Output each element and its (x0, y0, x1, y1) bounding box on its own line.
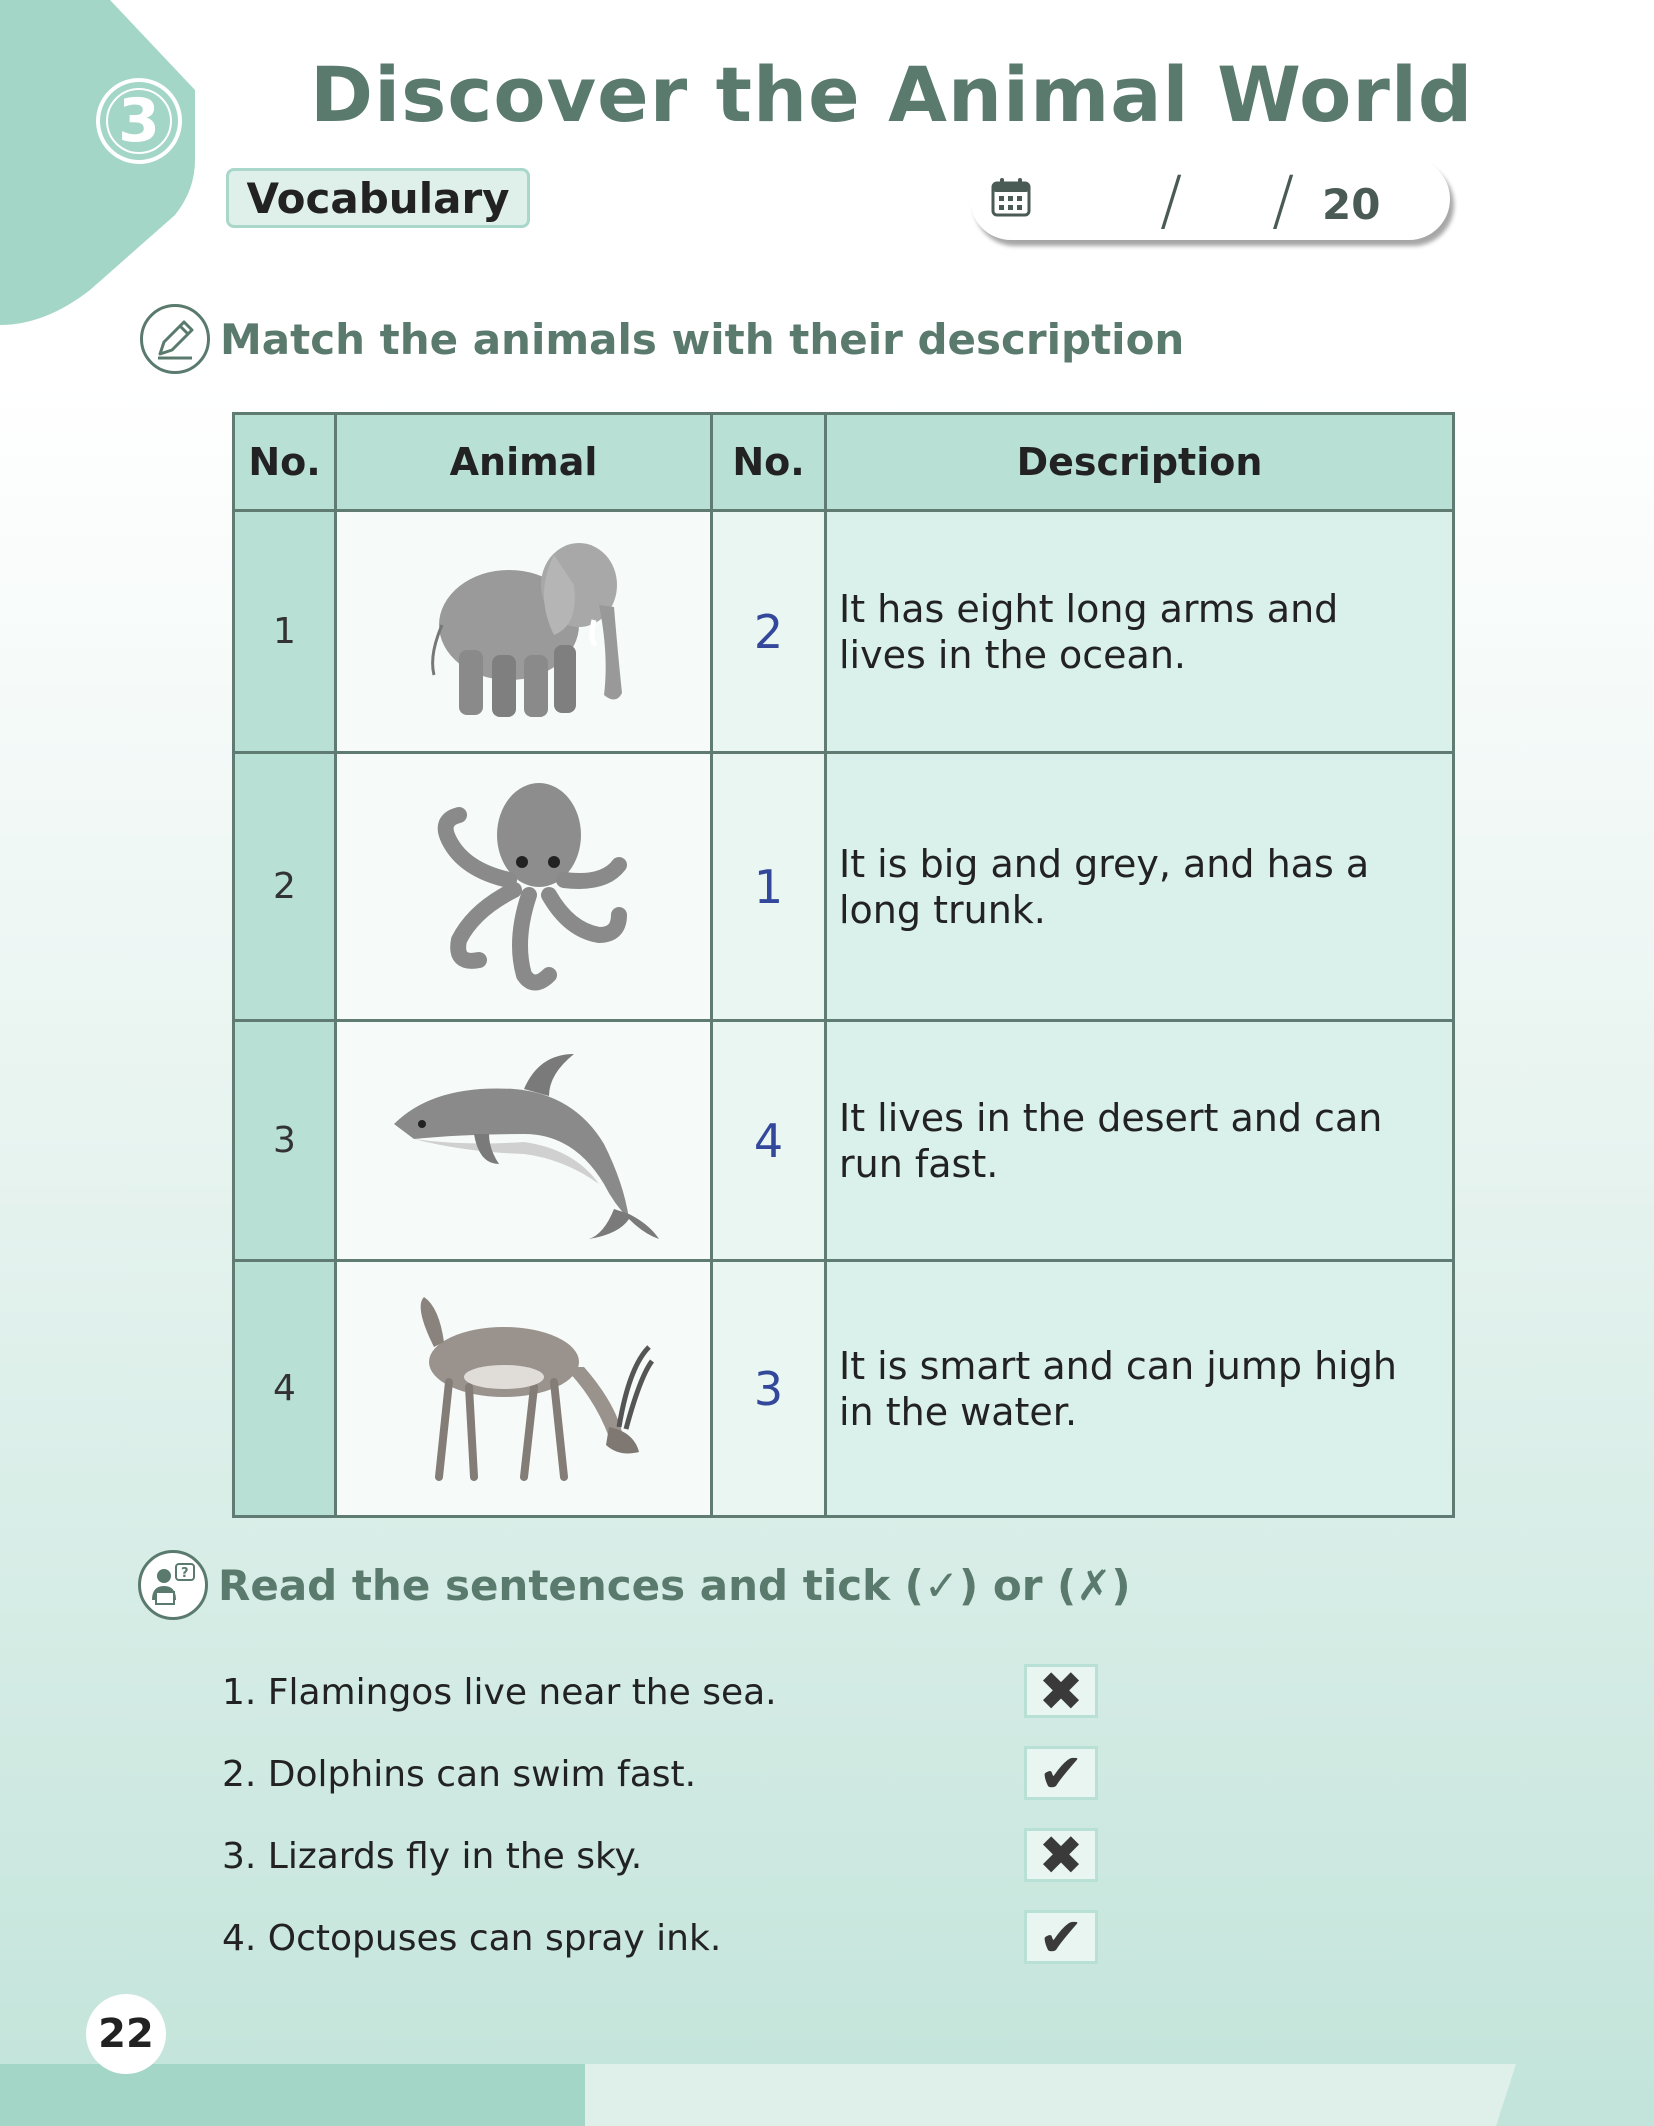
matching-table (232, 412, 1455, 1518)
list-item (222, 1741, 1122, 1832)
unit-number-badge (96, 78, 182, 164)
section-label: Vocabulary (226, 168, 530, 228)
description-cell: It is big and grey, and has a long trunk. (826, 753, 1454, 1021)
list-item (222, 1905, 1122, 1996)
calendar-icon (990, 176, 1032, 218)
cross-icon: ✖ (1038, 1823, 1084, 1887)
sentence-text: 2. Dolphins can swim fast. (222, 1754, 697, 1795)
column-header: No. (234, 414, 336, 511)
check-icon: ✔ (1038, 1741, 1084, 1805)
sentence-text: 3. Lizards fly in the sky. (222, 1836, 643, 1877)
check-icon: ✔ (1038, 1905, 1084, 1969)
date-slash: / (1272, 162, 1295, 239)
elephant-image (336, 511, 712, 753)
date-slash: / (1160, 162, 1183, 239)
exercise2-instruction-text: Read the sentences and tick (✓) or (✗) (218, 1560, 1131, 1610)
page-number: 22 (86, 1994, 166, 2074)
row-number: 1 (234, 511, 336, 753)
unit-corner-shape (0, 0, 200, 330)
description-cell: It is smart and can jump high in the water. (826, 1261, 1454, 1517)
score-total: 20 (1322, 180, 1381, 229)
reading-question-icon (138, 1550, 208, 1620)
table-row (234, 753, 1454, 1021)
answer-number: 4 (712, 1021, 826, 1261)
description-cell: It has eight long arms and lives in the ocean. (826, 511, 1454, 753)
table-row (234, 1261, 1454, 1517)
footer-band (0, 2064, 1654, 2126)
unit-number: 3 (118, 86, 160, 156)
exercise1-instruction-text: Match the animals with their description (220, 314, 1185, 364)
sentence-text: 4. Octopuses can spray ink. (222, 1918, 722, 1959)
list-item (222, 1823, 1122, 1914)
column-header: Animal (336, 414, 712, 511)
row-number: 2 (234, 753, 336, 1021)
exercise2-instruction (138, 1550, 1131, 1620)
row-number: 3 (234, 1021, 336, 1261)
column-header: No. (712, 414, 826, 511)
table-header-row (234, 414, 1454, 511)
answer-number: 3 (712, 1261, 826, 1517)
date-score-box (970, 158, 1450, 240)
tick-box[interactable] (1024, 1659, 1098, 1723)
table-row (234, 511, 1454, 753)
list-item (222, 1659, 1122, 1750)
row-number: 4 (234, 1261, 336, 1517)
tick-list (222, 1659, 1122, 1996)
exercise1-instruction (140, 304, 1184, 374)
answer-number: 2 (712, 511, 826, 753)
table-row (234, 1021, 1454, 1261)
tick-box[interactable] (1024, 1741, 1098, 1805)
description-cell: It lives in the desert and can run fast. (826, 1021, 1454, 1261)
svg-text:?: ? (181, 1566, 189, 1581)
tick-box[interactable] (1024, 1823, 1098, 1887)
column-header: Description (826, 414, 1454, 511)
cross-icon: ✖ (1038, 1659, 1084, 1723)
pencil-icon (140, 304, 210, 374)
answer-number: 1 (712, 753, 826, 1021)
tick-box[interactable] (1024, 1905, 1098, 1969)
gazelle-image (336, 1261, 712, 1517)
dolphin-image (336, 1021, 712, 1261)
octopus-image (336, 753, 712, 1021)
page-title: Discover the Animal World (310, 50, 1474, 139)
sentence-text: 1. Flamingos live near the sea. (222, 1672, 777, 1713)
